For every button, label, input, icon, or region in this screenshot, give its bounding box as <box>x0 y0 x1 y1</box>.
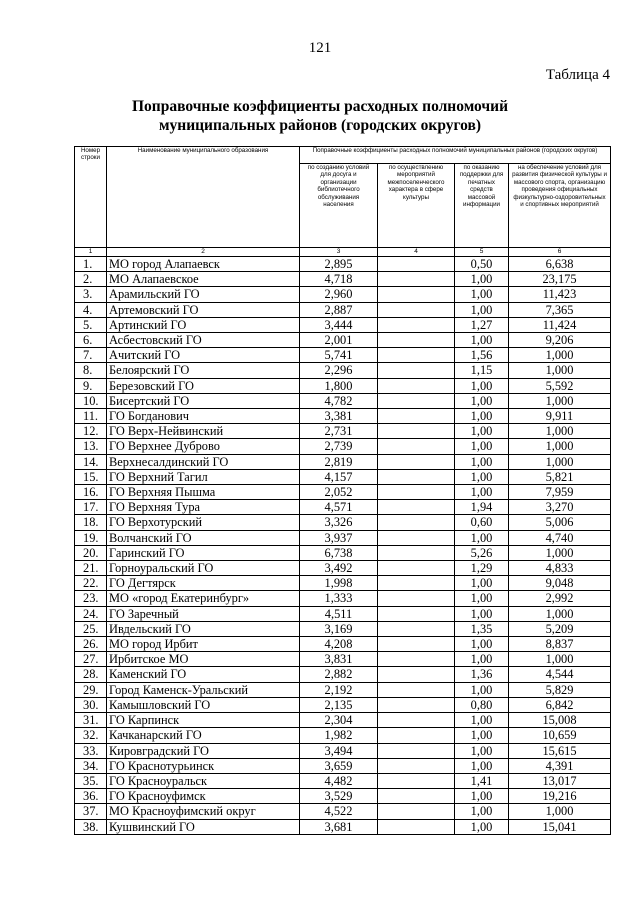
row-number: 8. <box>75 363 107 378</box>
coef-sport: 9,206 <box>509 333 611 348</box>
coef-media-support: 1,00 <box>455 606 509 621</box>
municipality-name: ГО Богданович <box>107 409 300 424</box>
table-header <box>75 147 611 257</box>
coef-sport: 1,000 <box>509 652 611 667</box>
coef-sport: 10,659 <box>509 728 611 743</box>
table-row <box>75 363 611 378</box>
coef-culture-events <box>378 378 455 393</box>
coef-media-support: 1,00 <box>455 530 509 545</box>
table-row <box>75 652 611 667</box>
municipality-name: МО «город Екатеринбург» <box>107 591 300 606</box>
coef-media-support: 0,80 <box>455 697 509 712</box>
coef-media-support: 1,36 <box>455 667 509 682</box>
coef-media-support: 1,00 <box>455 393 509 408</box>
coef-culture-events <box>378 348 455 363</box>
table-row <box>75 485 611 500</box>
row-number: 18. <box>75 515 107 530</box>
column-number: 3 <box>300 248 378 257</box>
table-row <box>75 454 611 469</box>
municipality-name: Волчанский ГО <box>107 530 300 545</box>
municipality-name: Город Каменск-Уральский <box>107 682 300 697</box>
coef-media-support: 1,00 <box>455 333 509 348</box>
row-number: 16. <box>75 485 107 500</box>
municipality-name: Ирбитское МО <box>107 652 300 667</box>
municipality-name: Арамильский ГО <box>107 287 300 302</box>
row-number: 33. <box>75 743 107 758</box>
coef-culture-events <box>378 393 455 408</box>
coef-leisure-library: 3,381 <box>300 409 378 424</box>
coef-sport: 4,544 <box>509 667 611 682</box>
coef-sport: 1,000 <box>509 393 611 408</box>
coef-media-support: 1,00 <box>455 728 509 743</box>
table-row <box>75 773 611 788</box>
coef-culture-events <box>378 333 455 348</box>
coef-media-support: 1,00 <box>455 287 509 302</box>
coef-culture-events <box>378 728 455 743</box>
table-row <box>75 424 611 439</box>
table-row <box>75 728 611 743</box>
municipality-name: Кировградский ГО <box>107 743 300 758</box>
coef-media-support: 1,00 <box>455 272 509 287</box>
row-number: 5. <box>75 317 107 332</box>
coef-leisure-library: 2,731 <box>300 424 378 439</box>
title-line-1: Поправочные коэффициенты расходных полномочий <box>131 98 509 115</box>
municipality-name: Кушвинский ГО <box>107 819 300 834</box>
row-number: 15. <box>75 469 107 484</box>
municipality-name: Гаринский ГО <box>107 545 300 560</box>
coef-media-support: 1,00 <box>455 302 509 317</box>
municipality-name: Горноуральский ГО <box>107 561 300 576</box>
coef-culture-events <box>378 317 455 332</box>
municipality-name: ГО Верх-Нейвинский <box>107 424 300 439</box>
coef-sport: 8,837 <box>509 637 611 652</box>
coef-leisure-library: 4,157 <box>300 469 378 484</box>
coef-media-support: 1,00 <box>455 409 509 424</box>
column-number-row <box>75 248 611 257</box>
header-col-6: на обеспечение условий для развития физической культуры и массового спорта, организацию проведения официальных физкультурно-оздоровительных и спортивных мероприятий <box>509 164 611 248</box>
coef-culture-events <box>378 758 455 773</box>
coef-media-support: 1,00 <box>455 819 509 834</box>
table-row <box>75 621 611 636</box>
row-number: 13. <box>75 439 107 454</box>
coef-media-support: 1,27 <box>455 317 509 332</box>
coef-culture-events <box>378 485 455 500</box>
coef-media-support: 1,00 <box>455 485 509 500</box>
header-group: Поправочные коэффициенты расходных полномочий муниципальных районов (городских округов) <box>300 147 611 164</box>
table-row <box>75 637 611 652</box>
coef-sport: 6,842 <box>509 697 611 712</box>
coef-culture-events <box>378 545 455 560</box>
coef-culture-events <box>378 621 455 636</box>
table-row <box>75 302 611 317</box>
coef-media-support: 1,00 <box>455 591 509 606</box>
column-number: 6 <box>509 248 611 257</box>
row-number: 14. <box>75 454 107 469</box>
row-number: 23. <box>75 591 107 606</box>
row-number: 26. <box>75 637 107 652</box>
header-col-3: по созданию условий для досуга и организации библиотечного обслуживания населения <box>300 164 378 248</box>
coef-sport: 5,209 <box>509 621 611 636</box>
row-number: 3. <box>75 287 107 302</box>
municipality-name: ГО Верхотурский <box>107 515 300 530</box>
table-row <box>75 667 611 682</box>
coef-leisure-library: 2,135 <box>300 697 378 712</box>
municipality-name: МО город Алапаевск <box>107 257 300 272</box>
coef-leisure-library: 3,169 <box>300 621 378 636</box>
coef-leisure-library: 3,444 <box>300 317 378 332</box>
coef-leisure-library: 2,895 <box>300 257 378 272</box>
coef-sport: 7,959 <box>509 485 611 500</box>
coef-leisure-library: 4,571 <box>300 500 378 515</box>
coef-sport: 2,992 <box>509 591 611 606</box>
row-number: 7. <box>75 348 107 363</box>
coef-sport: 1,000 <box>509 454 611 469</box>
document-title <box>0 97 640 135</box>
coef-media-support: 1,00 <box>455 804 509 819</box>
coef-media-support: 0,60 <box>455 515 509 530</box>
row-number: 28. <box>75 667 107 682</box>
coef-sport: 1,000 <box>509 545 611 560</box>
municipality-name: ГО Верхняя Тура <box>107 500 300 515</box>
table-row <box>75 545 611 560</box>
coef-media-support: 1,00 <box>455 424 509 439</box>
coefficients-table <box>74 146 611 835</box>
coef-sport: 15,008 <box>509 713 611 728</box>
row-number: 34. <box>75 758 107 773</box>
coef-media-support: 1,00 <box>455 469 509 484</box>
coef-leisure-library: 4,511 <box>300 606 378 621</box>
row-number: 25. <box>75 621 107 636</box>
coef-sport: 5,592 <box>509 378 611 393</box>
coef-culture-events <box>378 302 455 317</box>
coef-sport: 5,821 <box>509 469 611 484</box>
coef-sport: 11,424 <box>509 317 611 332</box>
coef-leisure-library: 4,718 <box>300 272 378 287</box>
coef-media-support: 1,35 <box>455 621 509 636</box>
table-row <box>75 758 611 773</box>
table-row <box>75 348 611 363</box>
coef-leisure-library: 6,738 <box>300 545 378 560</box>
coef-sport: 4,833 <box>509 561 611 576</box>
municipality-name: МО город Ирбит <box>107 637 300 652</box>
coef-leisure-library: 2,960 <box>300 287 378 302</box>
table-row <box>75 591 611 606</box>
coef-media-support: 1,15 <box>455 363 509 378</box>
table-row <box>75 697 611 712</box>
header-col-4: по осуществлению мероприятий межпоселенческого характера в сфере культуры <box>378 164 455 248</box>
coef-sport: 4,391 <box>509 758 611 773</box>
municipality-name: Белоярский ГО <box>107 363 300 378</box>
row-number: 22. <box>75 576 107 591</box>
row-number: 20. <box>75 545 107 560</box>
row-number: 30. <box>75 697 107 712</box>
coef-media-support: 1,00 <box>455 789 509 804</box>
row-number: 6. <box>75 333 107 348</box>
municipality-name: Камышловский ГО <box>107 697 300 712</box>
coef-leisure-library: 4,522 <box>300 804 378 819</box>
coef-media-support: 1,00 <box>455 758 509 773</box>
coef-leisure-library: 4,482 <box>300 773 378 788</box>
coef-leisure-library: 1,982 <box>300 728 378 743</box>
table-row <box>75 393 611 408</box>
row-number: 35. <box>75 773 107 788</box>
coef-culture-events <box>378 682 455 697</box>
coef-leisure-library: 4,782 <box>300 393 378 408</box>
coef-leisure-library: 3,494 <box>300 743 378 758</box>
coef-leisure-library: 1,333 <box>300 591 378 606</box>
coef-media-support: 1,00 <box>455 682 509 697</box>
coef-leisure-library: 3,681 <box>300 819 378 834</box>
coef-sport: 23,175 <box>509 272 611 287</box>
table-row <box>75 819 611 834</box>
coef-leisure-library: 2,887 <box>300 302 378 317</box>
table-row <box>75 789 611 804</box>
coef-sport: 1,000 <box>509 606 611 621</box>
page-number: 121 <box>308 40 332 56</box>
coef-sport: 1,000 <box>509 439 611 454</box>
table-row <box>75 378 611 393</box>
table-row <box>75 272 611 287</box>
coef-leisure-library: 1,998 <box>300 576 378 591</box>
coef-culture-events <box>378 257 455 272</box>
coef-culture-events <box>378 606 455 621</box>
header-row-number: Номер строки <box>75 147 107 248</box>
coef-culture-events <box>378 652 455 667</box>
coef-sport: 15,041 <box>509 819 611 834</box>
coef-leisure-library: 5,741 <box>300 348 378 363</box>
municipality-name: Березовский ГО <box>107 378 300 393</box>
header-municipality: Наименование муниципального образования <box>107 147 300 248</box>
coef-media-support: 1,00 <box>455 652 509 667</box>
coef-culture-events <box>378 363 455 378</box>
coef-media-support: 1,00 <box>455 713 509 728</box>
row-number: 27. <box>75 652 107 667</box>
municipality-name: ГО Дегтярск <box>107 576 300 591</box>
municipality-name: Верхнесалдинский ГО <box>107 454 300 469</box>
row-number: 19. <box>75 530 107 545</box>
coef-culture-events <box>378 500 455 515</box>
municipality-name: ГО Верхний Тагил <box>107 469 300 484</box>
coef-culture-events <box>378 454 455 469</box>
coef-culture-events <box>378 409 455 424</box>
municipality-name: ГО Заречный <box>107 606 300 621</box>
coef-culture-events <box>378 637 455 652</box>
table-row <box>75 682 611 697</box>
table-row <box>75 439 611 454</box>
row-number: 4. <box>75 302 107 317</box>
row-number: 21. <box>75 561 107 576</box>
coef-culture-events <box>378 424 455 439</box>
coef-media-support: 1,00 <box>455 637 509 652</box>
coef-culture-events <box>378 819 455 834</box>
table-row <box>75 333 611 348</box>
table-row <box>75 287 611 302</box>
coef-leisure-library: 2,819 <box>300 454 378 469</box>
row-number: 38. <box>75 819 107 834</box>
coef-culture-events <box>378 667 455 682</box>
municipality-name: Артемовский ГО <box>107 302 300 317</box>
municipality-name: ГО Карпинск <box>107 713 300 728</box>
row-number: 11. <box>75 409 107 424</box>
table-row <box>75 713 611 728</box>
coef-culture-events <box>378 743 455 758</box>
coef-sport: 9,911 <box>509 409 611 424</box>
coef-sport: 19,216 <box>509 789 611 804</box>
municipality-name: ГО Верхняя Пышма <box>107 485 300 500</box>
table-row <box>75 743 611 758</box>
municipality-name: МО Красноуфимский округ <box>107 804 300 819</box>
coef-sport: 4,740 <box>509 530 611 545</box>
coef-culture-events <box>378 697 455 712</box>
coef-sport: 1,000 <box>509 424 611 439</box>
coef-leisure-library: 2,739 <box>300 439 378 454</box>
coef-media-support: 5,26 <box>455 545 509 560</box>
row-number: 17. <box>75 500 107 515</box>
coef-sport: 6,638 <box>509 257 611 272</box>
coef-leisure-library: 3,326 <box>300 515 378 530</box>
municipality-name: ГО Верхнее Дуброво <box>107 439 300 454</box>
municipality-name: ГО Краснотурьинск <box>107 758 300 773</box>
coef-sport: 3,270 <box>509 500 611 515</box>
table-row <box>75 804 611 819</box>
coef-media-support: 0,50 <box>455 257 509 272</box>
coef-leisure-library: 2,001 <box>300 333 378 348</box>
table-row <box>75 317 611 332</box>
coef-media-support: 1,29 <box>455 561 509 576</box>
table-row <box>75 409 611 424</box>
coef-culture-events <box>378 469 455 484</box>
coef-leisure-library: 3,659 <box>300 758 378 773</box>
coef-culture-events <box>378 272 455 287</box>
municipality-name: Бисертский ГО <box>107 393 300 408</box>
coef-culture-events <box>378 530 455 545</box>
coef-leisure-library: 3,831 <box>300 652 378 667</box>
coef-culture-events <box>378 773 455 788</box>
coef-leisure-library: 3,937 <box>300 530 378 545</box>
coef-culture-events <box>378 789 455 804</box>
table-row <box>75 469 611 484</box>
table-row <box>75 576 611 591</box>
coef-leisure-library: 3,492 <box>300 561 378 576</box>
table-row <box>75 500 611 515</box>
table-row <box>75 515 611 530</box>
table-body <box>75 257 611 835</box>
coef-leisure-library: 2,296 <box>300 363 378 378</box>
row-number: 32. <box>75 728 107 743</box>
row-number: 10. <box>75 393 107 408</box>
coef-sport: 5,829 <box>509 682 611 697</box>
table-row <box>75 561 611 576</box>
row-number: 37. <box>75 804 107 819</box>
row-number: 9. <box>75 378 107 393</box>
row-number: 29. <box>75 682 107 697</box>
coef-media-support: 1,00 <box>455 454 509 469</box>
municipality-name: Каменский ГО <box>107 667 300 682</box>
column-number: 1 <box>75 248 107 257</box>
table-row <box>75 530 611 545</box>
coef-sport: 11,423 <box>509 287 611 302</box>
row-number: 1. <box>75 257 107 272</box>
coef-leisure-library: 1,800 <box>300 378 378 393</box>
table-row <box>75 606 611 621</box>
coef-media-support: 1,94 <box>455 500 509 515</box>
municipality-name: ГО Красноуфимск <box>107 789 300 804</box>
coef-leisure-library: 2,304 <box>300 713 378 728</box>
row-number: 36. <box>75 789 107 804</box>
municipality-name: Качканарский ГО <box>107 728 300 743</box>
municipality-name: Ивдельский ГО <box>107 621 300 636</box>
coef-media-support: 1,56 <box>455 348 509 363</box>
coef-culture-events <box>378 561 455 576</box>
row-number: 12. <box>75 424 107 439</box>
coef-culture-events <box>378 713 455 728</box>
municipality-name: Ачитский ГО <box>107 348 300 363</box>
coef-sport: 9,048 <box>509 576 611 591</box>
title-line-2: муниципальных районов (городских округов) <box>158 117 482 134</box>
coef-sport: 13,017 <box>509 773 611 788</box>
row-number: 24. <box>75 606 107 621</box>
coef-sport: 7,365 <box>509 302 611 317</box>
coef-leisure-library: 3,529 <box>300 789 378 804</box>
table-row <box>75 257 611 272</box>
coef-culture-events <box>378 804 455 819</box>
municipality-name: ГО Красноуральск <box>107 773 300 788</box>
municipality-name: Асбестовский ГО <box>107 333 300 348</box>
row-number: 2. <box>75 272 107 287</box>
coef-sport: 1,000 <box>509 348 611 363</box>
coef-sport: 1,000 <box>509 363 611 378</box>
column-number: 4 <box>378 248 455 257</box>
header-col-5: по оказанию поддержки для печатных средств массовой информации <box>455 164 509 248</box>
coef-media-support: 1,41 <box>455 773 509 788</box>
coef-leisure-library: 4,208 <box>300 637 378 652</box>
municipality-name: МО Алапаевское <box>107 272 300 287</box>
coef-leisure-library: 2,882 <box>300 667 378 682</box>
coef-media-support: 1,00 <box>455 439 509 454</box>
coef-media-support: 1,00 <box>455 743 509 758</box>
coef-sport: 5,006 <box>509 515 611 530</box>
coef-media-support: 1,00 <box>455 378 509 393</box>
coef-sport: 1,000 <box>509 804 611 819</box>
municipality-name: Артинский ГО <box>107 317 300 332</box>
table-label: Таблица 4 <box>545 67 610 83</box>
row-number: 31. <box>75 713 107 728</box>
coef-leisure-library: 2,052 <box>300 485 378 500</box>
coef-culture-events <box>378 287 455 302</box>
column-number: 5 <box>455 248 509 257</box>
coef-culture-events <box>378 591 455 606</box>
coef-culture-events <box>378 515 455 530</box>
coef-sport: 15,615 <box>509 743 611 758</box>
coef-culture-events <box>378 576 455 591</box>
column-number: 2 <box>107 248 300 257</box>
coef-culture-events <box>378 439 455 454</box>
coef-leisure-library: 2,192 <box>300 682 378 697</box>
coef-media-support: 1,00 <box>455 576 509 591</box>
